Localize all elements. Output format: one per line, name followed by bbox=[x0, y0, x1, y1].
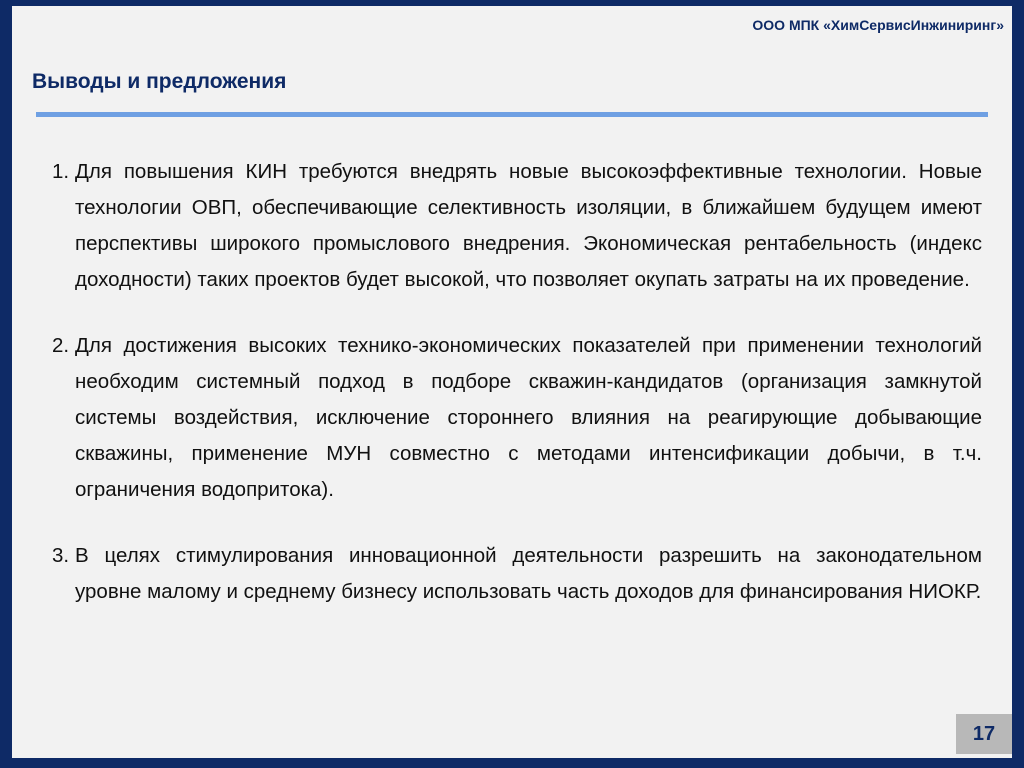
page-number-badge bbox=[956, 714, 1012, 754]
slide-title: Выводы и предложения bbox=[32, 70, 287, 93]
page-number: 17 bbox=[972, 722, 996, 745]
list-item-text: В целях стимулирования инновационной деятельности разрешить на законодательном уровне малому и среднему бизнесу использовать часть доходов для финансирования НИОКР. bbox=[75, 544, 982, 603]
list-item bbox=[52, 328, 982, 508]
list-item-number: 1. bbox=[52, 160, 70, 183]
list-item-number: 2. bbox=[52, 334, 70, 357]
list-item bbox=[52, 154, 982, 298]
title-underline bbox=[36, 112, 988, 117]
company-name: ООО МПК «ХимСервисИнжиниринг» bbox=[752, 17, 1004, 33]
conclusions-list bbox=[52, 154, 982, 640]
list-item-text: Для повышения КИН требуются внедрять новые высокоэффективные технологии. Новые технологии ОВП, обеспечивающие селективность изоляции, в ближайшем будущем имеют перспективы широкого промыслового внедрения. Экономическая рентабельность (индекс доходности) таких проектов будет высокой, что позволяет окупать затраты на их проведение. bbox=[75, 160, 982, 291]
list-item-number: 3. bbox=[52, 544, 70, 567]
list-item-text: Для достижения высоких технико-экономических показателей при применении технологий необходим системный подход в подборе скважин-кандидатов (организация замкнутой системы воздействия, исключение стороннего влияния на реагирующие добывающие скважины, применение МУН совместно с методами интенсификации добычи, в т.ч. ограничения водопритока). bbox=[75, 334, 982, 501]
list-item bbox=[52, 538, 982, 610]
